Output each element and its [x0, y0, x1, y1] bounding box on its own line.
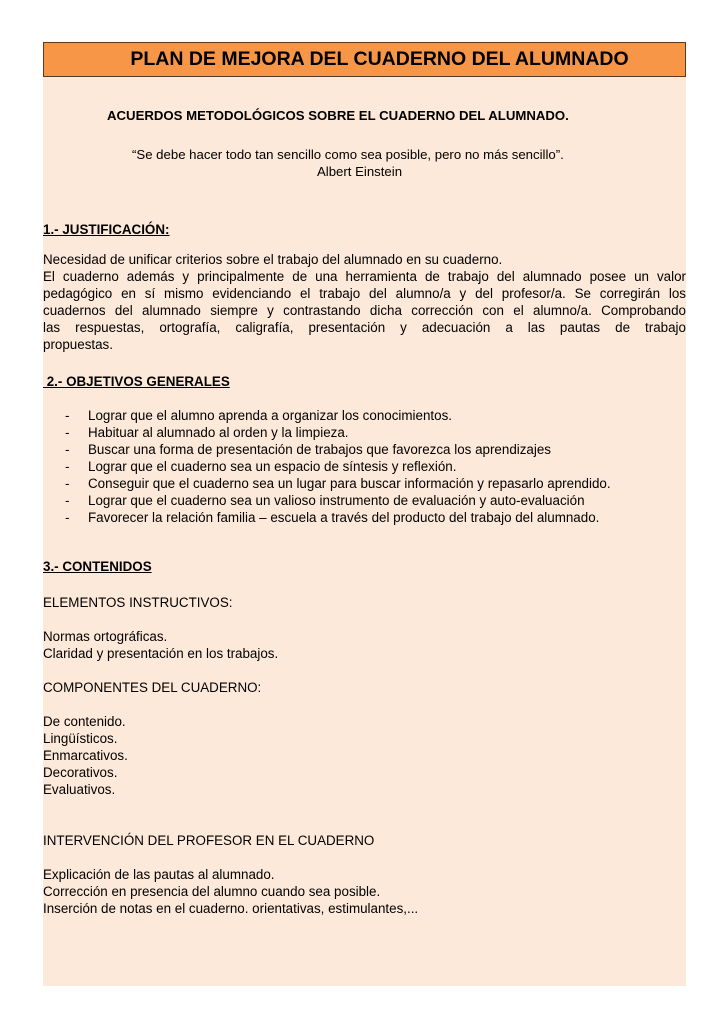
instructivos-list: Normas ortográficas. Claridad y presentación en los trabajos. [43, 629, 279, 661]
justificacion-paragraph: El cuaderno además y principalmente de una herramienta de trabajo del alumnado posee un valor pedagógico en sí mismo evidenciando el trabajo del alumno/a y del profesor/a. Se corregirán los cuadernos del alumnado siempre y contrastando dicha corrección con el alumno/a. Comprobando las respuestas, ortografía, caligrafía, presentación y adecuación a las pautas de trabajo propuestas. [43, 269, 686, 352]
document-page: PLAN DE MEJORA DEL CUADERNO DEL ALUMNADO ACUERDOS METODOLÓGICOS SOBRE EL CUADERNO DEL ALUMNADO. “Se debe hacer todo tan sencillo como sea posible, pero no más sencillo”. Albert Einstein 1.- JUSTIFICACIÓN: Necesidad de unificar criterios sobre el trabajo del alumnado en su cuaderno. El cuaderno además y principalmente de una herramienta de trabajo del alumnado posee un valor pedagógico en sí mismo evidenciando el trabajo del alumno/a y del profesor/a. Se corregirán los cuadernos del alumnado siempre y contrastando dicha corrección con el alumno/a. Comprobando las respuestas, ortografía, caligrafía, presentación y adecuación a las pautas de trabajo propuestas. 2.- OBJETIVOS GENERALES - Lograr que el alumno aprenda a organizar los conocimientos. - Habituar al alumnado al orden y la limpieza. - Buscar una forma de presentación de trabajos que favorezca los aprendizajes - Lograr que el cuaderno sea un espacio de síntesis y reflexión. - Conseguir que el cuaderno sea un lugar para buscar información y repasarlo aprendido. - Lograr que el cuaderno sea un valioso instrumento de evaluación y auto-evaluación - Favorecer la relación familia – escuela a través del producto del trabajo del alumnado. 3.- CONTENIDOS ELEMENTOS INSTRUCTIVOS: Normas ortográficas. Claridad y presentación en los trabajos. COMPONENTES DEL CUADERNO: De contenido. Lingüísticos. Enmarcativos. Decorativos. Evaluativos. INTERVENCIÓN DEL PROFESOR EN EL CUADERNO Explicación de las pautas al alumnado. Corrección en presencia del alumno cuando sea posible. Inserción de notas en el cuaderno. orientativas, estimulantes,... [43, 42, 686, 986]
componentes-list: De contenido. Lingüísticos. Enmarcativos. Decorativos. Evaluativos. [43, 714, 128, 797]
componentes-title: COMPONENTES DEL CUADERNO: [43, 680, 262, 695]
section-heading-contenidos: 3.- CONTENIDOS [43, 559, 152, 574]
instructivos-title: ELEMENTOS INSTRUCTIVOS: [43, 595, 233, 610]
intervencion-list: Explicación de las pautas al alumnado. Corrección en presencia del alumno cuando sea posible. Inserción de notas en el cuaderno. orientativas, estimulantes,... [43, 867, 419, 916]
intervencion-title: INTERVENCIÓN DEL PROFESOR EN EL CUADERNO [43, 833, 375, 848]
quote: “Se debe hacer todo tan sencillo como sea posible, pero no más sencillo”. [132, 147, 564, 162]
section-heading-objetivos: 2.- OBJETIVOS GENERALES [43, 374, 230, 389]
page-title: PLAN DE MEJORA DEL CUADERNO DEL ALUMNADO [43, 42, 686, 77]
subtitle: ACUERDOS METODOLÓGICOS SOBRE EL CUADERNO DEL ALUMNADO. [107, 108, 569, 123]
justificacion-line: Necesidad de unificar criterios sobre el trabajo del alumnado en su cuaderno. [43, 252, 503, 267]
quote-author: Albert Einstein [317, 164, 403, 179]
section-heading-justificacion: 1.- JUSTIFICACIÓN: [43, 222, 170, 237]
